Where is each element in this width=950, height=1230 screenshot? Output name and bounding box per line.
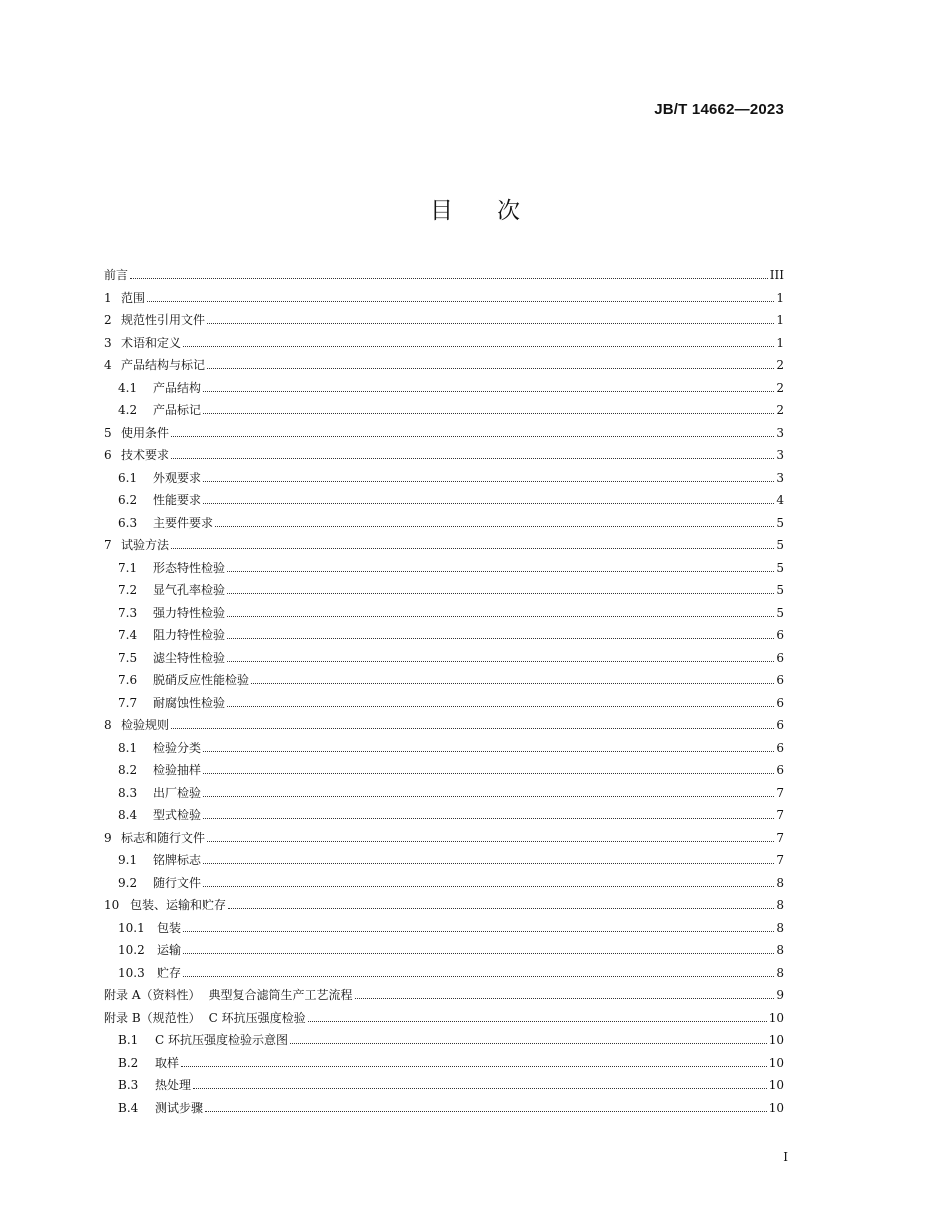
toc-entry-number: 2 [104,313,112,327]
toc-entry-number: 6.2 [118,493,138,507]
toc-entry[interactable] [104,737,784,760]
toc-entry[interactable] [104,647,784,670]
toc-entry-page: 3 [776,448,784,462]
toc-entry-number: 10.3 [118,965,145,980]
toc-entry-page: 10 [768,1100,784,1115]
dot-leader [147,301,774,302]
dot-leader [227,706,774,707]
standard-number: JB/T 14662—2023 [654,101,784,118]
toc-entry-number: 7.4 [118,628,138,642]
toc-entry-number: 7.1 [118,560,138,575]
dot-leader [227,571,774,572]
toc-entry-page: 6 [776,740,784,755]
toc-entry-page: 7 [776,853,784,867]
toc-entry-page: 8 [776,965,784,980]
toc-entry-number: 4 [104,358,112,372]
toc-entry-page: 8 [776,920,784,935]
toc-entry[interactable] [104,1052,784,1075]
toc-entry-number: 5 [104,425,112,440]
toc-entry-number: 附录 A（资料性） [104,988,201,1002]
dot-leader [203,391,774,392]
toc-entry-number: 10.2 [118,943,145,957]
toc-entry-title: 贮存 [157,965,182,980]
dot-leader [183,976,774,977]
toc-entry-number: 附录 B（规范性） [104,1010,201,1025]
toc-entry-title: 外观要求 [153,470,202,485]
toc-entry-page: 5 [776,515,784,530]
toc-entry-page: 6 [776,650,784,665]
toc-entry[interactable] [104,984,784,1007]
toc-entry[interactable] [104,692,784,715]
table-of-contents [104,264,784,1119]
toc-entry-number: 3 [104,335,112,350]
toc-entry[interactable] [104,557,784,580]
toc-entry[interactable] [104,467,784,490]
toc-entry-page: 6 [776,628,784,642]
toc-entry-page: 5 [776,583,784,597]
toc-entry-title: 形态特性检验 [153,560,226,575]
toc-entry-title: 耐腐蚀性检验 [153,695,226,710]
toc-entry-title: 出厂检验 [153,785,202,800]
toc-entry[interactable] [104,782,784,805]
toc-entry-title: C 环抗压强度检验 [208,1010,306,1025]
dot-leader [203,796,774,797]
toc-entry[interactable] [104,512,784,535]
toc-entry-title: 产品结构 [153,380,202,395]
dot-leader [227,616,774,617]
toc-entry-number: B.1 [118,1033,139,1047]
toc-entry-page: 9 [776,988,784,1002]
dot-leader [207,323,774,324]
toc-entry-title: 运输 [157,943,182,957]
dot-leader [207,368,774,369]
toc-entry[interactable] [104,849,784,872]
dot-leader [207,841,774,842]
toc-entry[interactable] [104,489,784,512]
toc-entry[interactable] [104,1074,784,1097]
toc-entry-number: 8.1 [118,740,138,755]
toc-entry-title: 术语和定义 [121,335,182,350]
toc-entry-page: 6 [776,673,784,687]
toc-entry-page: 4 [776,493,784,507]
toc-entry-number: 6.1 [118,470,138,485]
dot-leader [203,886,774,887]
toc-entry-title: C 环抗压强度检验示意图 [155,1033,288,1047]
toc-entry-title: 包装 [157,920,182,935]
dot-leader [228,908,774,909]
toc-entry-page: 1 [776,335,784,350]
toc-entry-number: 10.1 [118,920,145,935]
dot-leader [183,931,774,932]
toc-entry-page: 2 [776,403,784,417]
toc-entry-number: B.3 [118,1078,139,1092]
toc-entry-title: 滤尘特性检验 [153,650,226,665]
dot-leader [290,1043,767,1044]
toc-entry[interactable] [104,939,784,962]
toc-entry-title: 检验分类 [153,740,202,755]
dot-leader [203,481,774,482]
toc-entry[interactable] [104,287,784,310]
toc-entry-title: 测试步骤 [155,1100,204,1115]
toc-entry[interactable] [104,422,784,445]
toc-entry-number: 4.1 [118,380,138,395]
toc-entry[interactable] [104,332,784,355]
toc-entry-number: B.2 [118,1055,139,1070]
toc-entry[interactable] [104,962,784,985]
toc-entry-number: 1 [104,290,112,305]
toc-entry-page: 6 [776,718,784,732]
toc-entry[interactable] [104,309,784,332]
toc-entry-title: 产品结构与标记 [121,358,206,372]
toc-entry[interactable] [104,624,784,647]
dot-leader [227,661,774,662]
dot-leader [171,548,774,549]
dot-leader [203,863,774,864]
toc-entry-page: 5 [776,605,784,620]
toc-entry-number: 7 [104,538,112,552]
toc-entry-page: 1 [776,313,784,327]
toc-entry-title: 标志和随行文件 [121,830,206,845]
toc-entry-number: 4.2 [118,403,138,417]
toc-entry-page: 10 [768,1033,784,1047]
title-char-1: 目 [430,198,453,224]
toc-entry[interactable] [104,894,784,917]
toc-entry-title: 阻力特性检验 [153,628,226,642]
toc-entry-page: 10 [768,1078,784,1092]
toc-entry-title: 强力特性检验 [153,605,226,620]
toc-entry-number: 7.3 [118,605,138,620]
toc-entry-title: 显气孔率检验 [153,583,226,597]
toc-entry-title: 技术要求 [121,448,170,462]
toc-entry[interactable] [104,264,784,287]
toc-entry-page: 5 [776,560,784,575]
dot-leader [308,1021,767,1022]
toc-entry[interactable] [104,444,784,467]
toc-entry[interactable] [104,1029,784,1052]
toc-entry-title: 型式检验 [153,808,202,822]
dot-leader [193,1088,767,1089]
page-title [0,192,950,225]
toc-entry-page: 2 [776,380,784,395]
toc-entry-number: 7.6 [118,673,138,687]
toc-entry-number: 7.5 [118,650,138,665]
toc-entry-page: 6 [776,763,784,777]
dot-leader [203,751,774,752]
toc-entry-page: 10 [768,1055,784,1070]
dot-leader [183,953,774,954]
toc-entry[interactable] [104,1007,784,1030]
dot-leader [183,346,774,347]
toc-entry-number: 8 [104,718,112,732]
toc-entry-title: 取样 [155,1055,180,1070]
toc-entry-page: 7 [776,830,784,845]
toc-entry-title: 脱硝反应性能检验 [153,673,250,687]
toc-entry-number: 9 [104,830,112,845]
toc-entry[interactable] [104,827,784,850]
dot-leader [171,458,774,459]
toc-entry-title: 热处理 [155,1078,192,1092]
dot-leader [171,728,774,729]
toc-entry-page: 3 [776,470,784,485]
page-number: I [783,1150,788,1164]
toc-entry[interactable] [104,354,784,377]
toc-entry-title: 试验方法 [121,538,170,552]
toc-entry-page: 7 [776,808,784,822]
toc-entry[interactable] [104,399,784,422]
toc-entry-page: 3 [776,425,784,440]
toc-entry-title: 产品标记 [153,403,202,417]
toc-entry-title: 检验抽样 [153,763,202,777]
dot-leader [355,998,775,999]
toc-entry-page: 1 [776,290,784,305]
dot-leader [181,1066,767,1067]
toc-entry-page: III [769,268,784,282]
toc-entry-title: 规范性引用文件 [121,313,206,327]
toc-entry-title: 铭牌标志 [153,853,202,867]
dot-leader [227,638,774,639]
toc-entry-number: B.4 [118,1100,139,1115]
toc-entry-title: 使用条件 [121,425,170,440]
dot-leader [203,413,774,414]
toc-entry-title: 前言 [104,268,129,282]
dot-leader [130,278,768,279]
toc-entry[interactable] [104,602,784,625]
toc-entry-number: 7.7 [118,695,138,710]
toc-entry[interactable] [104,759,784,782]
toc-entry-title: 随行文件 [153,875,202,890]
toc-entry[interactable] [104,872,784,895]
toc-entry[interactable] [104,714,784,737]
toc-entry-number: 8.3 [118,785,138,800]
toc-entry-page: 8 [776,943,784,957]
toc-entry[interactable] [104,579,784,602]
toc-entry-number: 6 [104,448,112,462]
toc-entry-title: 性能要求 [153,493,202,507]
toc-entry-page: 2 [776,358,784,372]
toc-entry-title: 典型复合滤筒生产工艺流程 [208,988,353,1002]
toc-entry-number: 9.1 [118,853,138,867]
toc-entry-number: 6.3 [118,515,138,530]
dot-leader [203,503,774,504]
toc-entry-number: 8.2 [118,763,138,777]
dot-leader [251,683,774,684]
dot-leader [215,526,774,527]
toc-entry[interactable] [104,804,784,827]
toc-entry-title: 包装、运输和贮存 [130,898,227,912]
toc-entry[interactable] [104,534,784,557]
toc-entry-number: 8.4 [118,808,138,822]
toc-entry-page: 10 [768,1010,784,1025]
dot-leader [203,818,774,819]
toc-entry-page: 7 [776,785,784,800]
toc-entry-number: 10 [104,898,120,912]
toc-entry-page: 8 [776,898,784,912]
toc-entry[interactable] [104,1097,784,1120]
toc-entry-page: 8 [776,875,784,890]
toc-entry-number: 7.2 [118,583,138,597]
dot-leader [171,436,774,437]
title-char-2: 次 [497,198,520,224]
toc-entry[interactable] [104,377,784,400]
dot-leader [205,1111,767,1112]
dot-leader [227,593,774,594]
toc-entry-page: 6 [776,695,784,710]
toc-entry[interactable] [104,669,784,692]
toc-entry-title: 检验规则 [121,718,170,732]
dot-leader [203,773,774,774]
toc-entry[interactable] [104,917,784,940]
toc-entry-page: 5 [776,538,784,552]
toc-entry-title: 主要件要求 [153,515,214,530]
toc-entry-number: 9.2 [118,875,138,890]
toc-entry-title: 范围 [121,290,146,305]
